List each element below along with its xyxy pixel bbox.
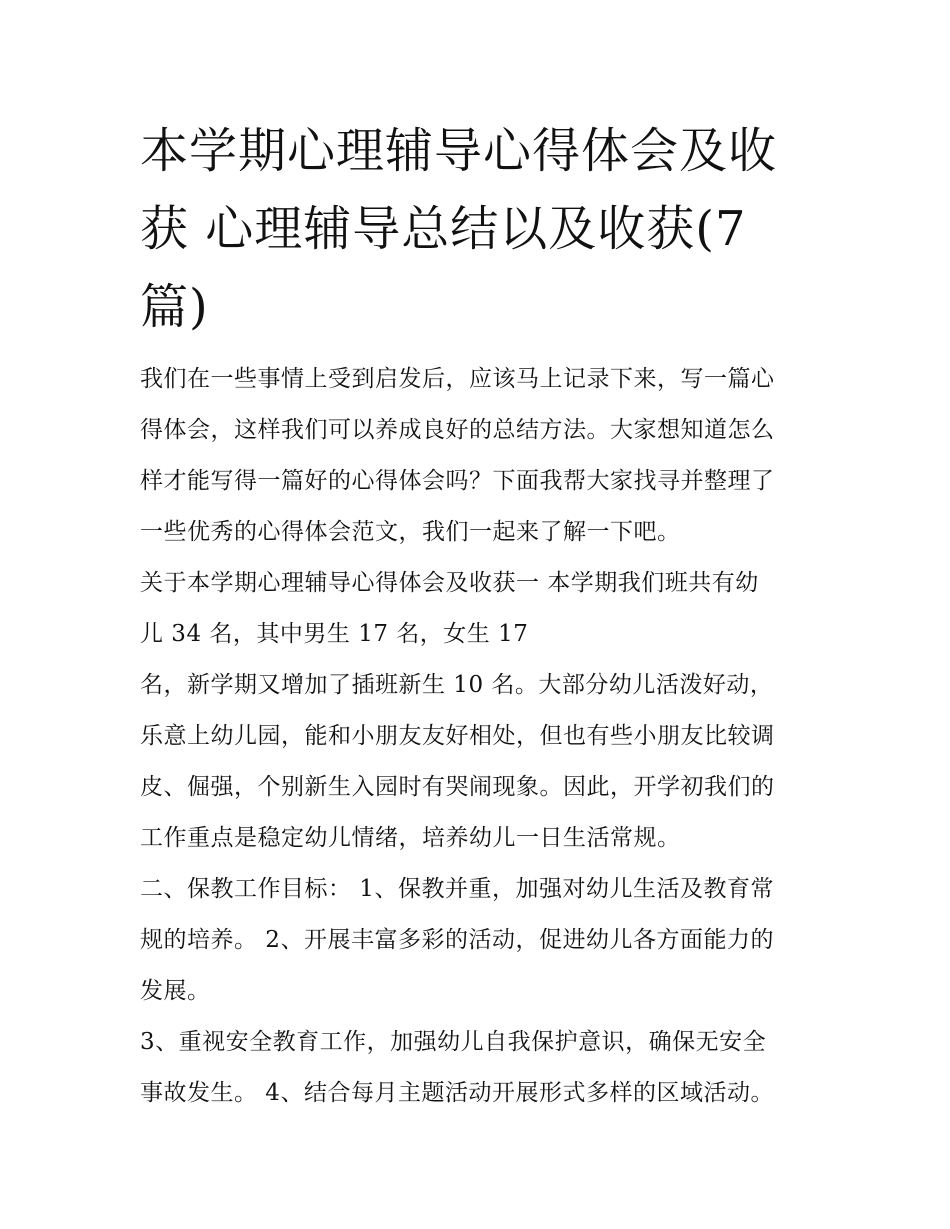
text-line: 得体会，这样我们可以养成良好的总结方法。大家想知道怎么 bbox=[140, 417, 775, 443]
text-line: 样才能写得一篇好的心得体会吗？下面我帮大家找寻并整理了 bbox=[140, 468, 775, 494]
intro-paragraph bbox=[140, 354, 830, 558]
text-line: 规的培养。 2、开展丰富多彩的活动，促进幼儿各方面能力的 bbox=[140, 927, 774, 953]
title-line: 本学期心理辅导心得体会及收 bbox=[140, 123, 778, 179]
text-line: 发展。 bbox=[140, 978, 211, 1004]
text-line: 皮、倔强，个别新生入园时有哭闹现象。因此，开学初我们的 bbox=[140, 774, 775, 800]
text-line: 乐意上幼儿园，能和小朋友友好相处，但也有些小朋友比较调 bbox=[140, 723, 775, 749]
title-line: 篇) bbox=[140, 279, 209, 335]
document-body bbox=[140, 354, 830, 1119]
text-line: 儿 34 名，其中男生 17 名，女生 17 bbox=[140, 621, 529, 647]
text-line: 一些优秀的心得体会范文，我们一起来了解一下吧。 bbox=[140, 519, 681, 545]
text-line: 关于本学期心理辅导心得体会及收获一 本学期我们班共有幼 bbox=[140, 570, 759, 596]
safety-paragraph bbox=[140, 1017, 830, 1119]
text-line: 事故发生。 4、结合每月主题活动开展形式多样的区域活动。 bbox=[140, 1080, 774, 1106]
title-line: 获 心理辅导总结以及收获(7 bbox=[140, 201, 747, 257]
goals-paragraph bbox=[140, 864, 830, 1017]
text-line: 3、重视安全教育工作，加强幼儿自我保护意识，确保无安全 bbox=[140, 1029, 767, 1055]
text-line: 二、保教工作目标： 1、保教并重，加强对幼儿生活及教育常 bbox=[140, 876, 774, 902]
class-overview-paragraph bbox=[140, 558, 830, 864]
text-line: 工作重点是稳定幼儿情绪，培养幼儿一日生活常规。 bbox=[140, 825, 681, 851]
text-line: 我们在一些事情上受到启发后，应该马上记录下来，写一篇心 bbox=[140, 366, 775, 392]
text-line: 名，新学期又增加了插班新生 10 名。大部分幼儿活泼好动， bbox=[140, 672, 774, 698]
document-title bbox=[140, 112, 820, 346]
